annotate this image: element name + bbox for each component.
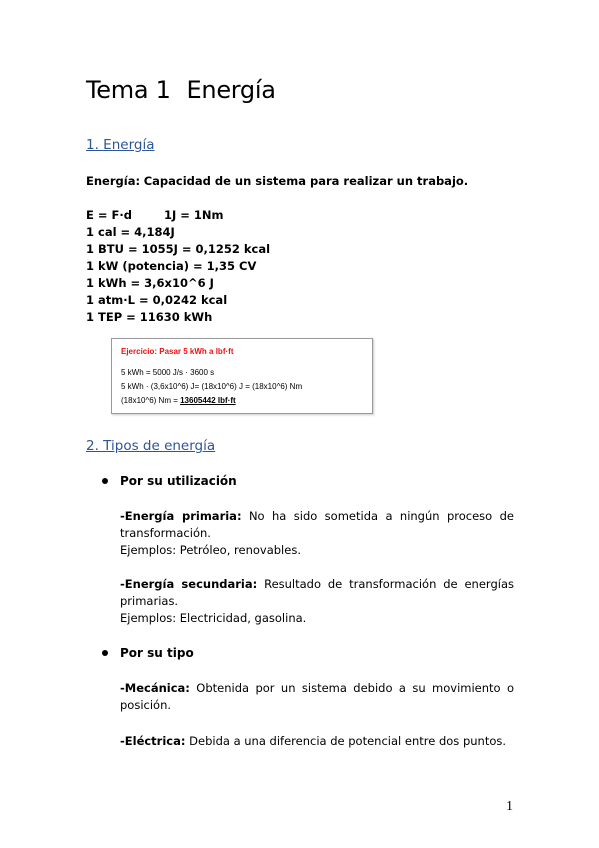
- text-secundaria: Resultado de transformación de energías primarias.: [120, 577, 514, 608]
- paragraph-mecanica: [120, 680, 514, 714]
- bullet-item: [102, 474, 237, 488]
- example-secundaria: Ejemplos: Electricidad, gasolina.: [120, 611, 307, 625]
- title-number: Tema 1: [86, 76, 171, 104]
- text-electrica: Debida a una diferencia de potencial entre dos puntos.: [185, 734, 507, 748]
- section-heading-energia: 1. Energía: [86, 137, 155, 153]
- formula-line: E = F·d 1J = 1Nm: [86, 208, 224, 222]
- bullet-dot-icon: [102, 650, 108, 656]
- exercise-box: [111, 338, 373, 414]
- definition-line: [86, 173, 468, 190]
- definition-text: Capacidad de un sistema para realizar un trabajo.: [143, 174, 469, 188]
- formula-line: 1 kWh = 3,6x10^6 J: [86, 276, 214, 290]
- bullet-label: Por su utilización: [120, 474, 237, 488]
- bullet-item: [102, 646, 194, 660]
- exercise-line: 5 kWh · (3,6x10^6) J= (18x10^6) J = (18x10^6) Nm: [121, 382, 303, 391]
- exercise-line: 5 kWh = 5000 J/s · 3600 s: [121, 368, 215, 377]
- bullet-label: Por su tipo: [120, 646, 194, 660]
- bullet-dot-icon: [102, 478, 108, 484]
- term-mecanica: -Mecánica:: [120, 681, 190, 695]
- paragraph-secundaria: [120, 576, 514, 610]
- formula-line: 1 atm·L = 0,0242 kcal: [86, 293, 228, 307]
- exercise-result-prefix: (18x10^6) Nm =: [121, 396, 181, 405]
- paragraph-electrica: [120, 733, 514, 750]
- formula-line: 1 BTU = 1055J = 0,1252 kcal: [86, 242, 271, 256]
- formula-line: 1 kW (potencia) = 1,35 CV: [86, 259, 257, 273]
- term-primaria: -Energía primaria:: [120, 509, 242, 523]
- formula-line: 1 TEP = 11630 kWh: [86, 310, 213, 324]
- term-secundaria: -Energía secundaria:: [120, 577, 258, 591]
- text-primaria: No ha sido sometida a ningún proceso de transformación.: [120, 509, 514, 540]
- exercise-result-value: 13605442 lbf·ft: [180, 396, 236, 405]
- page-title: [86, 76, 276, 104]
- paragraph-primaria: [120, 508, 514, 542]
- exercise-title: Ejercicio: Pasar 5 kWh a lbf·ft: [121, 347, 234, 356]
- example-primaria: Ejemplos: Petróleo, renovables.: [120, 543, 301, 557]
- exercise-line-result: [121, 396, 236, 405]
- title-text: Energía: [186, 76, 276, 104]
- section-heading-tipos: 2. Tipos de energía: [86, 438, 216, 454]
- definition-term: Energía:: [86, 174, 141, 188]
- text-mecanica: Obtenida por un sistema debido a su movimiento o posición.: [120, 681, 514, 712]
- formula-line: 1 cal = 4,184J: [86, 225, 175, 239]
- term-electrica: -Eléctrica:: [120, 734, 186, 748]
- page-number: 1: [506, 799, 513, 814]
